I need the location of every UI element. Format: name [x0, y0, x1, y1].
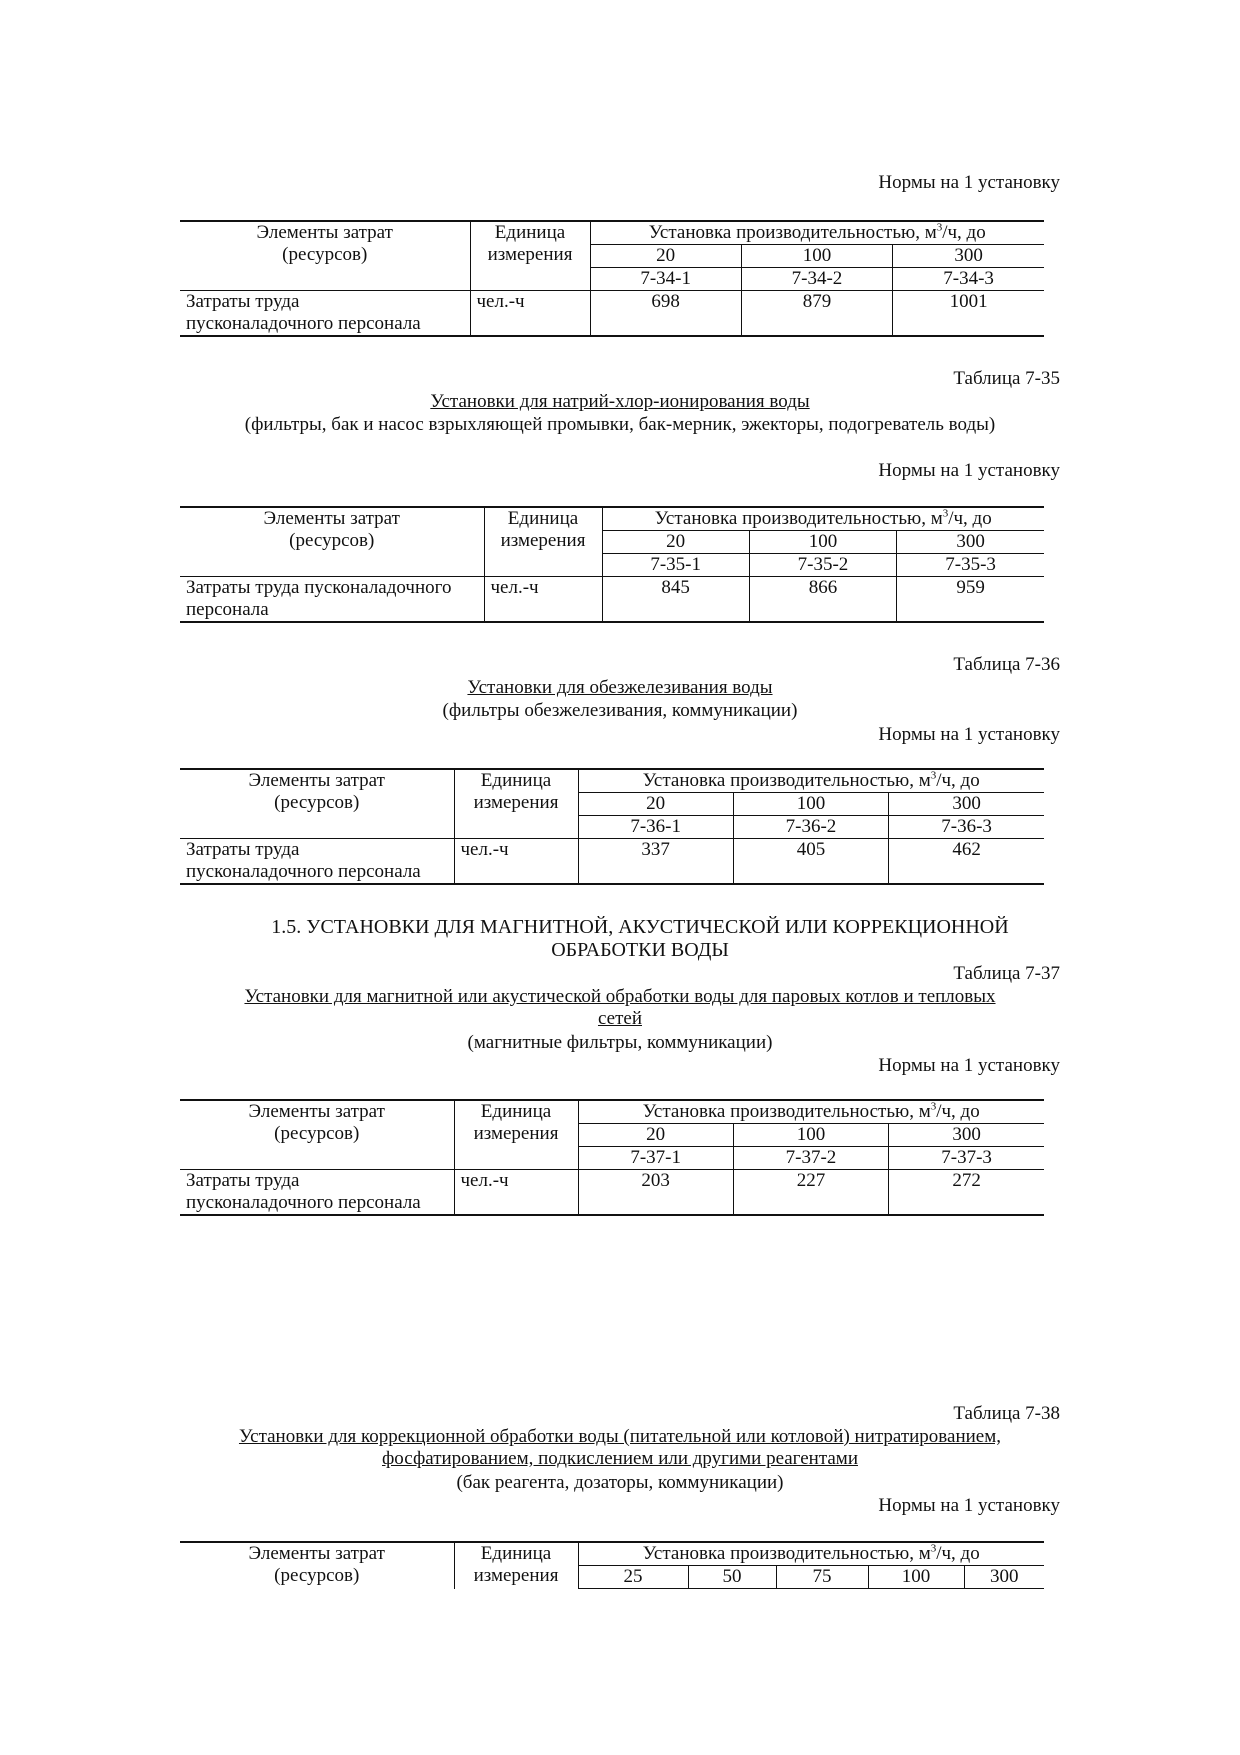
capacity-cell: 300 — [889, 793, 1044, 816]
row-label: Затраты труда пусконаладочного персонала — [180, 839, 454, 885]
code-cell: 7-34-3 — [893, 268, 1044, 291]
value-cell: 1001 — [893, 291, 1044, 337]
header-cost-elements: Элементы затрат (ресурсов) — [180, 507, 484, 577]
value-cell: 959 — [897, 577, 1044, 623]
capacity-cell: 300 — [897, 531, 1044, 554]
capacity-cell: 75 — [776, 1566, 868, 1589]
table-subtitle-7-35: (фильтры, бак и насос взрыхляющей промывки, бак-мерник, эжекторы, подогреватель воды) — [244, 414, 996, 435]
unit-cell: чел.-ч — [454, 1170, 578, 1216]
header-unit: Единица измерения — [470, 221, 590, 291]
norm-label-7-34: Нормы на 1 установку — [878, 172, 1060, 193]
unit-cell: чел.-ч — [484, 577, 602, 623]
header-cost-elements: Элементы затрат (ресурсов) — [180, 769, 454, 839]
header-unit: Единица измерения — [454, 1542, 578, 1589]
code-cell: 7-36-1 — [578, 816, 733, 839]
capacity-cell: 20 — [578, 1124, 733, 1147]
capacity-cell: 100 — [749, 531, 896, 554]
table-7-37 — [180, 1099, 1044, 1216]
table-number-7-36: Таблица 7-36 — [953, 654, 1060, 675]
code-cell: 7-37-2 — [733, 1147, 888, 1170]
code-cell: 7-36-3 — [889, 816, 1044, 839]
table-subtitle-7-36: (фильтры обезжелезивания, коммуникации) — [442, 700, 798, 721]
code-cell: 7-34-1 — [590, 268, 741, 291]
capacity-cell: 100 — [733, 793, 888, 816]
value-cell: 337 — [578, 839, 733, 885]
capacity-cell: 20 — [590, 245, 741, 268]
header-cost-elements: Элементы затрат (ресурсов) — [180, 1100, 454, 1170]
unit-cell: чел.-ч — [454, 839, 578, 885]
code-cell: 7-34-2 — [741, 268, 892, 291]
row-label: Затраты труда пусконаладочного персонала — [180, 577, 484, 623]
table-7-35 — [180, 506, 1044, 623]
value-cell: 405 — [733, 839, 888, 885]
value-cell: 845 — [602, 577, 749, 623]
header-performance: Установка производительностью, $м^3/ч$, до — [578, 769, 1044, 793]
value-cell: 227 — [733, 1170, 888, 1216]
table-subtitle-7-38: (бак реагента, дозаторы, коммуникации) — [456, 1472, 784, 1493]
table-number-7-37: Таблица 7-37 — [953, 963, 1060, 984]
row-label: Затраты труда пусконаладочного персонала — [180, 291, 470, 337]
value-cell: 272 — [889, 1170, 1044, 1216]
value-cell: 866 — [749, 577, 896, 623]
value-cell: 698 — [590, 291, 741, 337]
unit-cell: чел.-ч — [470, 291, 590, 337]
table-7-36 — [180, 768, 1044, 885]
code-cell: 7-35-3 — [897, 554, 1044, 577]
value-cell: 462 — [889, 839, 1044, 885]
capacity-cell: 100 — [733, 1124, 888, 1147]
capacity-cell: 100 — [868, 1566, 964, 1589]
capacity-cell: 300 — [889, 1124, 1044, 1147]
table-7-38 — [180, 1541, 1044, 1589]
header-cost-elements: Элементы затрат (ресурсов) — [180, 1542, 454, 1589]
header-cost-elements: Элементы затрат (ресурсов) — [180, 221, 470, 291]
table-title-7-37: Установки для магнитной или акустической обработки воды для паровых котлов и тепловых сетей — [244, 986, 996, 1029]
header-unit: Единица измерения — [454, 769, 578, 839]
code-cell: 7-37-1 — [578, 1147, 733, 1170]
table-title-7-36: Установки для обезжелезивания воды — [467, 677, 773, 698]
header-performance: Установка производительностью, $м^3/ч$, до — [578, 1542, 1044, 1566]
header-unit: Единица измерения — [454, 1100, 578, 1170]
section-heading: 1.5. УСТАНОВКИ ДЛЯ МАГНИТНОЙ, АКУСТИЧЕСКОЙ ИЛИ КОРРЕКЦИОННОЙ ОБРАБОТКИ ВОДЫ — [271, 916, 1009, 961]
capacity-cell: 100 — [741, 245, 892, 268]
norm-label-7-36: Нормы на 1 установку — [878, 724, 1060, 745]
code-cell: 7-35-2 — [749, 554, 896, 577]
row-label: Затраты труда пусконаладочного персонала — [180, 1170, 454, 1216]
capacity-cell: 20 — [578, 793, 733, 816]
code-cell: 7-35-1 — [602, 554, 749, 577]
table-7-34 — [180, 220, 1044, 337]
capacity-cell: 300 — [964, 1566, 1044, 1589]
capacity-cell: 20 — [602, 531, 749, 554]
value-cell: 203 — [578, 1170, 733, 1216]
capacity-cell: 25 — [578, 1566, 688, 1589]
norm-label-7-37: Нормы на 1 установку — [878, 1055, 1060, 1076]
capacity-cell: 50 — [688, 1566, 776, 1589]
header-performance: Установка производительностью, $м^3/ч$, до — [590, 221, 1044, 245]
capacity-cell: 300 — [893, 245, 1044, 268]
code-cell: 7-37-3 — [889, 1147, 1044, 1170]
code-cell: 7-36-2 — [733, 816, 888, 839]
table-title-7-35: Установки для натрий-хлор-ионирования воды — [430, 391, 810, 412]
table-number-7-35: Таблица 7-35 — [953, 368, 1060, 389]
header-performance: Установка производительностью, $м^3/ч$, до — [602, 507, 1044, 531]
norm-label-7-38: Нормы на 1 установку — [878, 1495, 1060, 1516]
norm-label-7-35: Нормы на 1 установку — [878, 460, 1060, 481]
table-subtitle-7-37: (магнитные фильтры, коммуникации) — [467, 1032, 773, 1053]
table-number-7-38: Таблица 7-38 — [953, 1403, 1060, 1424]
value-cell: 879 — [741, 291, 892, 337]
table-title-7-38: Установки для коррекционной обработки воды (питательной или котловой) нитратированием, фосфатированием, подкислением или другими реагентами — [238, 1426, 1002, 1469]
header-unit: Единица измерения — [484, 507, 602, 577]
header-performance: Установка производительностью, $м^3/ч$, до — [578, 1100, 1044, 1124]
